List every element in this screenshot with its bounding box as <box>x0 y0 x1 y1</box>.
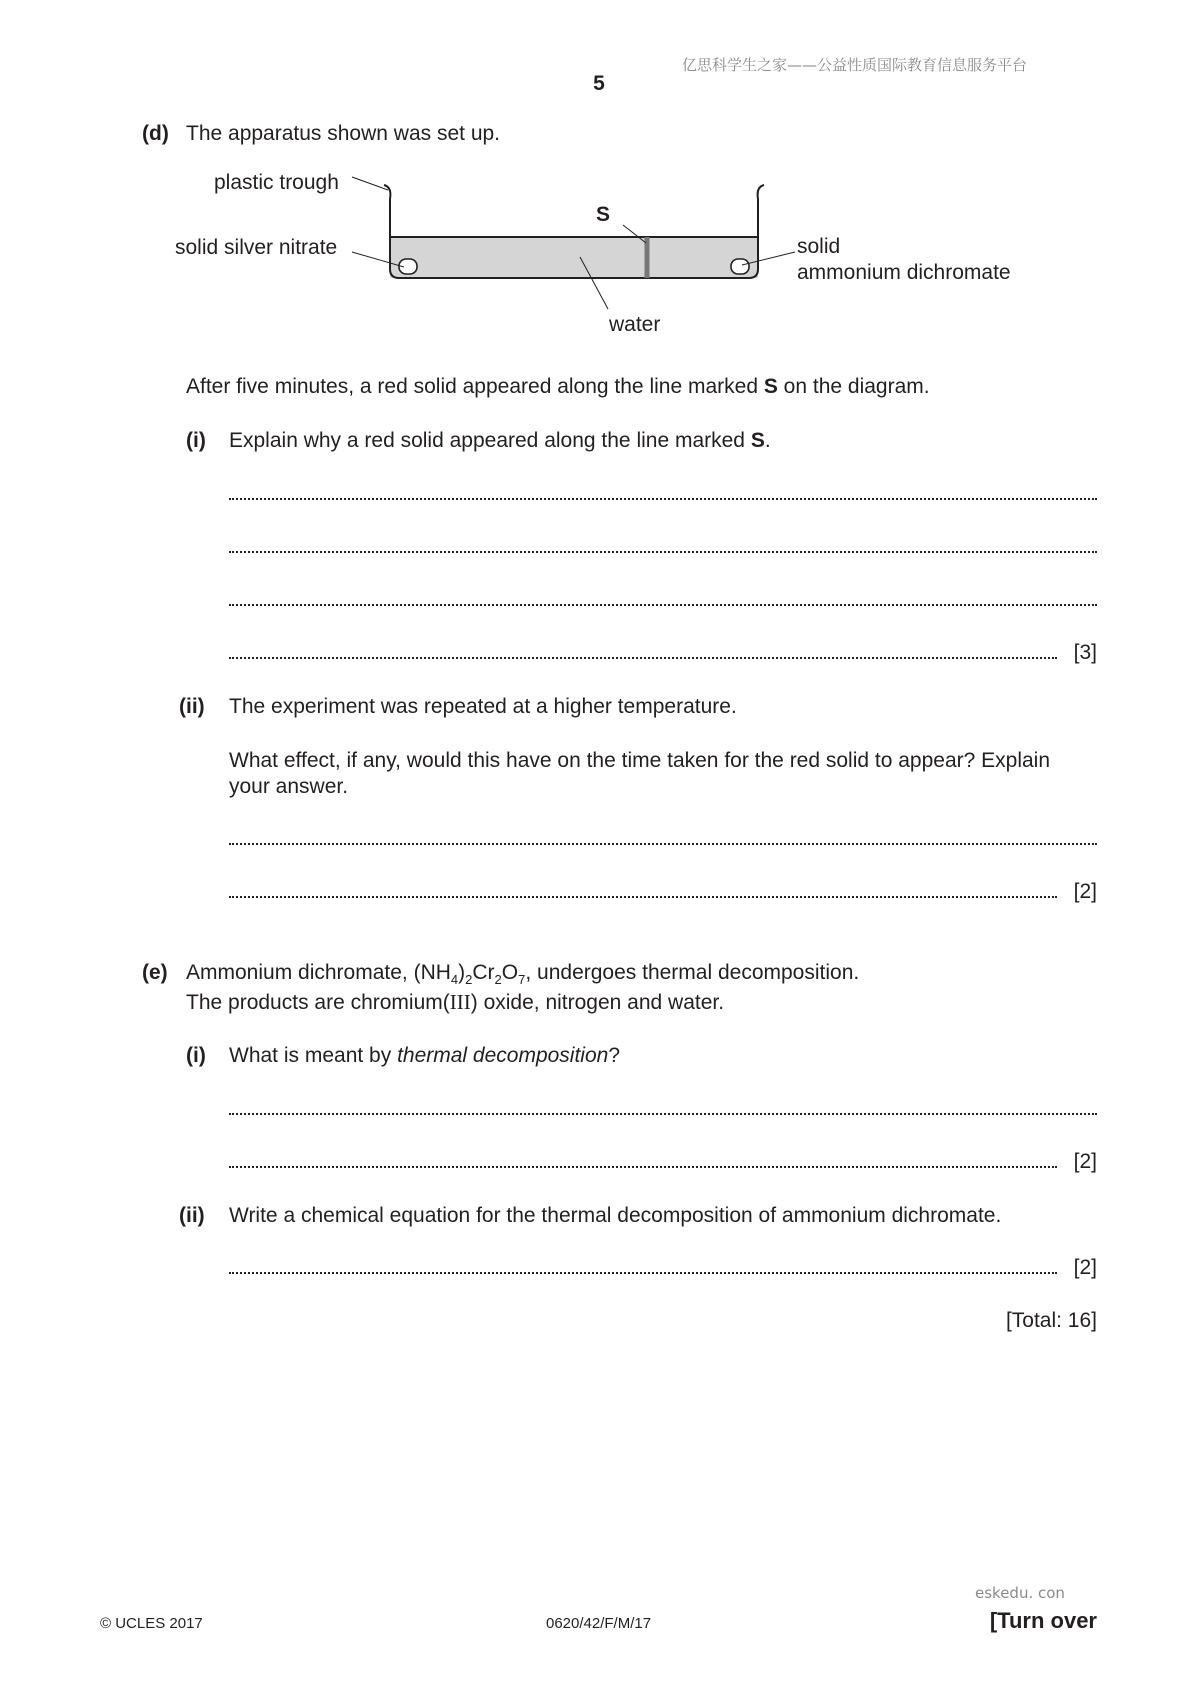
d-i-answer-line-3[interactable] <box>229 604 1097 606</box>
d-ii-answer-line-2[interactable] <box>229 896 1057 898</box>
observation-post: on the diagram. <box>777 375 930 398</box>
label-plastic-trough: plastic trough <box>214 171 339 194</box>
part-e-intro <box>186 960 859 986</box>
d-i-answer-line-2[interactable] <box>229 551 1097 553</box>
d-i-question-pre: Explain why a red solid appeared along the line marked <box>229 429 751 452</box>
d-i-question-bold: S <box>750 429 765 452</box>
observation-text <box>186 374 930 400</box>
observation-pre: After five minutes, a red solid appeared along the line marked <box>186 375 764 398</box>
e-sub-1: 4 <box>450 972 459 988</box>
d-ii-label: (ii) <box>179 695 205 718</box>
label-solid-silver-nitrate: solid silver nitrate <box>175 236 338 259</box>
part-d-intro: The apparatus shown was set up. <box>186 122 501 145</box>
e-ii-marks: [2] <box>1073 1256 1097 1279</box>
footer-code: 0620/42/F/M/17 <box>546 1615 652 1632</box>
e-products-post: ) oxide, nitrogen and water. <box>470 991 725 1014</box>
d-ii-marks: [2] <box>1073 880 1097 903</box>
observation-bold: S <box>763 375 778 398</box>
d-ii-question-line1: What effect, if any, would this have on the time taken for the red solid to appear? Explain <box>229 749 1051 772</box>
d-i-answer-line-1[interactable] <box>229 498 1097 500</box>
e-ii-answer-line-1[interactable] <box>229 1272 1057 1274</box>
e-i-answer-line-2[interactable] <box>229 1166 1057 1168</box>
e-products-roman: III <box>449 990 471 1014</box>
ammonium-dichromate-crystal <box>731 259 749 274</box>
e-intro-mid3: O <box>501 961 519 984</box>
d-i-answer-line-4[interactable] <box>229 657 1057 659</box>
e-sub-4: 7 <box>518 972 526 988</box>
e-intro-mid1: ) <box>458 961 466 984</box>
e-i-question-italic: thermal decomposition <box>397 1044 609 1067</box>
d-ii-answer-line-1[interactable] <box>229 843 1097 845</box>
label-water: water <box>609 313 661 336</box>
d-ii-question-line2: your answer. <box>229 775 349 798</box>
d-i-question <box>229 428 771 454</box>
e-i-label: (i) <box>186 1044 206 1067</box>
e-i-marks: [2] <box>1073 1150 1097 1173</box>
page-number: 5 <box>593 72 605 95</box>
label-ammonium-line2: ammonium dichromate <box>797 261 1011 284</box>
e-i-question-post: ? <box>608 1044 621 1067</box>
d-ii-statement: The experiment was repeated at a higher temperature. <box>229 695 737 718</box>
e-ii-question: Write a chemical equation for the thermal decomposition of ammonium dichromate. <box>229 1204 1002 1227</box>
water-fill <box>390 237 758 278</box>
e-intro-pre: Ammonium dichromate, (NH <box>186 961 451 984</box>
label-s: S <box>596 203 611 226</box>
total-marks: [Total: 16] <box>1005 1309 1097 1332</box>
label-ammonium-line1: solid <box>797 235 841 258</box>
e-i-question <box>229 1043 620 1069</box>
watermark-site: eskedu. con <box>975 1584 1065 1602</box>
d-i-question-post: . <box>764 429 771 452</box>
e-sub-2: 2 <box>465 972 473 988</box>
e-i-question-pre: What is meant by <box>229 1044 398 1067</box>
leader-trough <box>352 177 388 190</box>
e-products-pre: The products are chromium( <box>186 991 450 1014</box>
footer-copyright: © UCLES 2017 <box>100 1615 203 1632</box>
part-e-label: (e) <box>142 961 168 984</box>
e-sub-3: 2 <box>494 972 502 988</box>
part-e-products <box>186 989 724 1016</box>
footer-turn-over: [Turn over <box>989 1608 1097 1633</box>
e-i-answer-line-1[interactable] <box>229 1113 1097 1115</box>
d-i-marks: [3] <box>1073 641 1097 664</box>
d-i-label: (i) <box>186 429 206 452</box>
e-intro-mid2: Cr <box>472 961 495 984</box>
e-ii-label: (ii) <box>179 1204 205 1227</box>
watermark-header: 亿思科学生之家——公益性质国际教育信息服务平台 <box>682 56 1028 74</box>
part-d-label: (d) <box>142 122 169 145</box>
e-intro-post: , undergoes thermal decomposition. <box>525 961 860 984</box>
